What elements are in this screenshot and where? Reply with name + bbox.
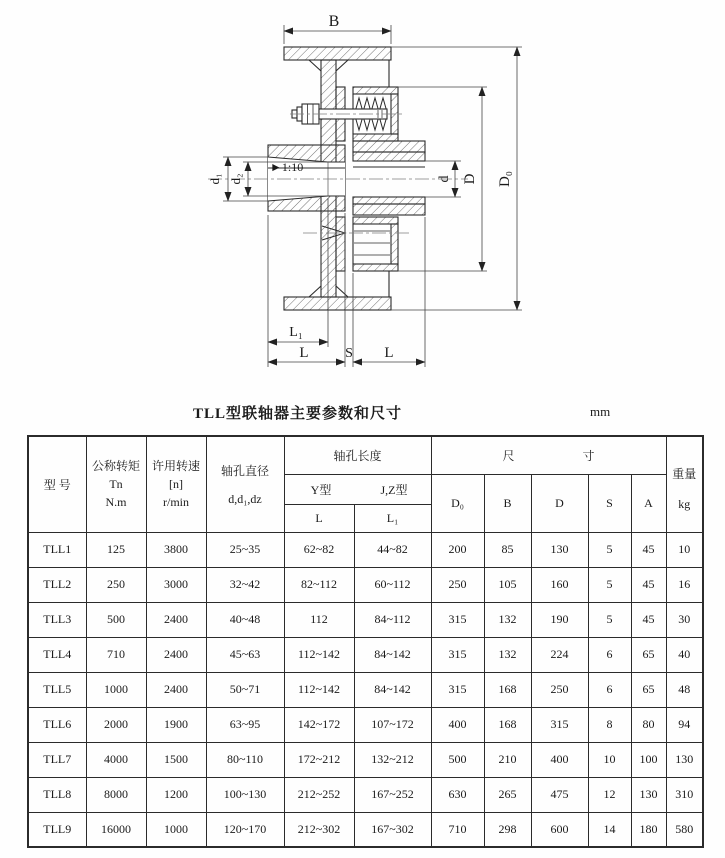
value-cell: 107~172 [354,707,431,742]
col-header-speed [146,436,206,532]
torque-line1: 公称转矩 [91,458,140,473]
dimension-label-d: d [437,175,452,183]
value-cell: 65 [631,672,666,707]
col-header-bore-dia [206,436,284,532]
col-header-D: D [531,474,588,532]
torque-line3: N.m [105,494,127,509]
speed-line3: r/min [163,494,189,509]
value-cell: 8 [588,707,631,742]
unit-label: mm [590,404,611,419]
left-hub [268,145,345,211]
value-cell: 48 [666,672,703,707]
model-cell: TLL6 [28,707,86,742]
value-cell: 200 [431,532,484,567]
table-row [28,567,703,602]
value-cell: 84~112 [354,602,431,637]
header-row-1 [28,436,703,474]
value-cell: 44~82 [354,532,431,567]
value-cell: 132 [484,602,531,637]
model-cell: TLL4 [28,637,86,672]
value-cell: 6 [588,672,631,707]
dimension-label-d1: d₁ [207,173,222,185]
value-cell: 250 [86,567,146,602]
value-cell: 10 [588,742,631,777]
coupling-section-drawing [0,0,725,398]
value-cell: 167~252 [354,777,431,812]
value-cell: 400 [431,707,484,742]
value-cell: 80 [631,707,666,742]
value-cell: 10 [666,532,703,567]
value-cell: 45 [631,602,666,637]
col-header-bore-types [284,474,431,504]
value-cell: 2400 [146,672,206,707]
value-cell: 85 [484,532,531,567]
bore-dia-line1: 轴孔直径 [220,463,269,478]
value-cell: 212~302 [284,812,354,847]
value-cell: 16000 [86,812,146,847]
value-cell: 112 [284,602,354,637]
value-cell: 1000 [146,812,206,847]
value-cell: 500 [86,602,146,637]
dimension-label-L-left: L [299,345,309,361]
col-header-L1: L₁ [354,504,431,532]
value-cell: 82~112 [284,567,354,602]
col-header-S: S [588,474,631,532]
value-cell: 4000 [86,742,146,777]
dims-char-left: 尺 [502,448,515,463]
value-cell: 212~252 [284,777,354,812]
model-cell: TLL7 [28,742,86,777]
value-cell: 265 [484,777,531,812]
weight-label: 重量 [672,467,697,482]
dim-D0 [391,47,522,310]
table-row [28,602,703,637]
value-cell: 63~95 [206,707,284,742]
value-cell: 315 [431,672,484,707]
value-cell: 5 [588,602,631,637]
value-cell: 710 [86,637,146,672]
value-cell: 6 [588,637,631,672]
value-cell: 315 [431,602,484,637]
value-cell: 132~212 [354,742,431,777]
value-cell: 100 [631,742,666,777]
value-cell: 167~302 [354,812,431,847]
value-cell: 172~212 [284,742,354,777]
type-y-label: Y型 [310,482,332,497]
value-cell: 100~130 [206,777,284,812]
dim-S [345,273,353,367]
value-cell: 84~142 [354,637,431,672]
value-cell: 62~82 [284,532,354,567]
dimension-label-D: D [462,173,478,185]
value-cell: 112~142 [284,672,354,707]
col-header-A: A [631,474,666,532]
value-cell: 1000 [86,672,146,707]
model-cell: TLL1 [28,532,86,567]
col-header-bore-length: 轴孔长度 [284,436,431,474]
value-cell: 3000 [146,567,206,602]
value-cell: 120~170 [206,812,284,847]
table-row [28,532,703,567]
taper-label: ►1:10 [270,160,304,174]
value-cell: 125 [86,532,146,567]
value-cell: 224 [531,637,588,672]
value-cell: 298 [484,812,531,847]
value-cell: 710 [431,812,484,847]
dim-L1 [268,198,328,367]
value-cell: 2000 [86,707,146,742]
value-cell: 400 [531,742,588,777]
value-cell: 142~172 [284,707,354,742]
col-header-B: B [484,474,531,532]
table-row [28,707,703,742]
spec-table [27,435,704,848]
value-cell: 475 [531,777,588,812]
value-cell: 84~142 [354,672,431,707]
value-cell: 168 [484,672,531,707]
model-cell: TLL9 [28,812,86,847]
value-cell: 14 [588,812,631,847]
value-cell: 5 [588,532,631,567]
table-row [28,777,703,812]
value-cell: 112~142 [284,637,354,672]
col-header-torque [86,436,146,532]
value-cell: 8000 [86,777,146,812]
value-cell: 160 [531,567,588,602]
value-cell: 45~63 [206,637,284,672]
value-cell: 210 [484,742,531,777]
dimensions [207,13,522,367]
dimension-label-B: B [328,13,340,30]
value-cell: 500 [431,742,484,777]
value-cell: 25~35 [206,532,284,567]
value-cell: 630 [431,777,484,812]
page-title: TLL型联轴器主要参数和尺寸 [192,406,403,422]
value-cell: 65 [631,637,666,672]
value-cell: 315 [431,637,484,672]
speed-line2: [n] [169,476,183,491]
value-cell: 130 [666,742,703,777]
value-cell: 3800 [146,532,206,567]
col-header-D0: D₀ [431,474,484,532]
value-cell: 130 [631,777,666,812]
value-cell: 40~48 [206,602,284,637]
dimension-label-d2: d₂ [228,173,243,185]
value-cell: 94 [666,707,703,742]
type-jz-label: J,Z型 [380,482,408,497]
value-cell: 180 [631,812,666,847]
speed-line1: 许用转速 [151,458,200,473]
value-cell: 600 [531,812,588,847]
value-cell: 12 [588,777,631,812]
value-cell: 130 [531,532,588,567]
col-header-dimensions [431,436,666,474]
dims-char-right: 寸 [582,448,595,463]
spec-table-body [28,532,703,847]
value-cell: 2400 [146,637,206,672]
value-cell: 132 [484,637,531,672]
value-cell: 1900 [146,707,206,742]
value-cell: 1500 [146,742,206,777]
value-cell: 30 [666,602,703,637]
model-cell: TLL8 [28,777,86,812]
value-cell: 168 [484,707,531,742]
dimension-label-L1: L₁ [289,325,303,340]
value-cell: 45 [631,567,666,602]
bore-dia-line2: d,d₁,dz [228,491,262,506]
value-cell: 2400 [146,602,206,637]
value-cell: 45 [631,532,666,567]
dim-B [284,13,391,44]
weight-unit-label: kg [678,497,691,512]
table-row [28,812,703,847]
model-cell: TLL3 [28,602,86,637]
dimension-label-S: S [345,346,353,361]
col-header-model: 型 号 [28,436,86,532]
table-row [28,742,703,777]
right-hub [353,141,425,215]
value-cell: 1200 [146,777,206,812]
col-header-L: L [284,504,354,532]
value-cell: 250 [431,567,484,602]
value-cell: 190 [531,602,588,637]
value-cell: 105 [484,567,531,602]
value-cell: 60~112 [354,567,431,602]
model-cell: TLL2 [28,567,86,602]
value-cell: 80~110 [206,742,284,777]
value-cell: 250 [531,672,588,707]
dimension-label-L-right: L [384,345,394,361]
value-cell: 50~71 [206,672,284,707]
value-cell: 315 [531,707,588,742]
torque-line2: Tn [109,476,123,491]
table-row [28,672,703,707]
table-row [28,637,703,672]
value-cell: 310 [666,777,703,812]
value-cell: 580 [666,812,703,847]
value-cell: 40 [666,637,703,672]
value-cell: 32~42 [206,567,284,602]
dimension-label-D0: D₀ [497,170,513,188]
value-cell: 16 [666,567,703,602]
model-cell: TLL5 [28,672,86,707]
col-header-weight [666,436,703,532]
value-cell: 5 [588,567,631,602]
